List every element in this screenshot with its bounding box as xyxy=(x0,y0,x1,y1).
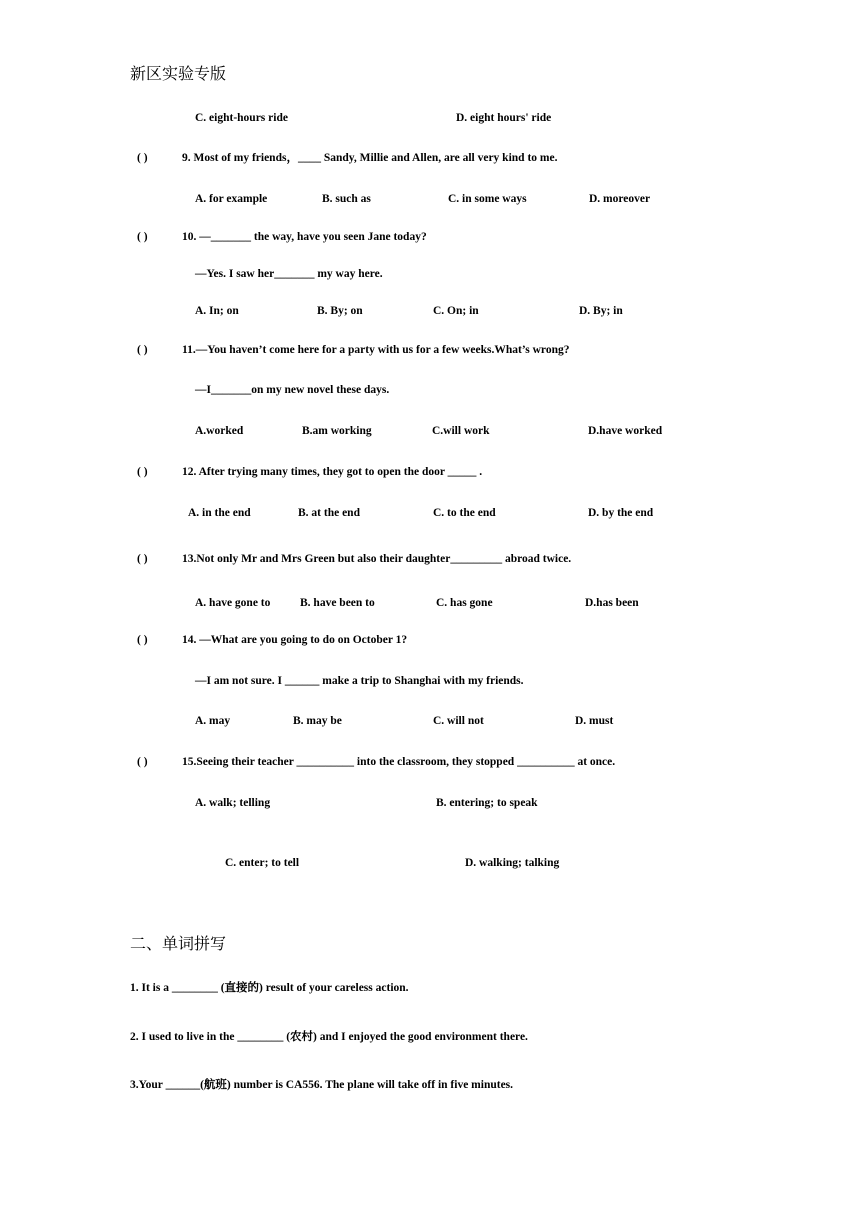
q11-stem: 11.—You haven’t come here for a party with us for a few weeks.What’s wrong? xyxy=(182,344,570,356)
q15-option-c: C. enter; to tell xyxy=(225,857,300,869)
q14-option-b: B. may be xyxy=(293,715,342,727)
q13-option-a: A. have gone to xyxy=(195,597,271,609)
q15-option-b: B. entering; to speak xyxy=(436,797,538,809)
q9-answer-bracket: ( ) xyxy=(137,152,148,164)
q10-option-a: A. In; on xyxy=(195,305,239,317)
q11-option-c: C.will work xyxy=(432,425,490,437)
q14-answer-bracket: ( ) xyxy=(137,634,148,646)
q8-option-c: C. eight-hours ride xyxy=(195,112,288,124)
q12-stem: 12. After trying many times, they got to open the door _____ . xyxy=(182,466,483,478)
q14-option-a: A. may xyxy=(195,715,231,727)
q11-option-a: A.worked xyxy=(195,425,244,437)
q15-option-d: D. walking; talking xyxy=(465,857,560,869)
q9-option-c: C. in some ways xyxy=(448,193,527,205)
q10-option-d: D. By; in xyxy=(579,305,623,317)
spelling-item-3: 3.Your ______(航班) number is CA556. The plane will take off in five minutes. xyxy=(130,1079,514,1091)
q14-stem: 14. —What are you going to do on October 1? xyxy=(182,634,408,646)
spelling-item-2: 2. I used to live in the ________ (农村) and I enjoyed the good environment there. xyxy=(130,1031,528,1043)
q11-option-b: B.am working xyxy=(302,425,372,437)
q12-option-d: D. by the end xyxy=(588,507,654,519)
q14-option-c: C. will not xyxy=(433,715,484,727)
q15-stem: 15.Seeing their teacher __________ into the classroom, they stopped __________ at once. xyxy=(182,756,616,768)
q13-answer-bracket: ( ) xyxy=(137,553,148,565)
q15-option-a: A. walk; telling xyxy=(195,797,271,809)
page-header: 新区实验专版 xyxy=(130,64,227,83)
q12-answer-bracket: ( ) xyxy=(137,466,148,478)
q10-option-b: B. By; on xyxy=(317,305,363,317)
q12-option-c: C. to the end xyxy=(433,507,496,519)
q9-option-b: B. such as xyxy=(322,193,371,205)
q13-option-c: C. has gone xyxy=(436,597,493,609)
q10-answer-bracket: ( ) xyxy=(137,231,148,243)
q10-reply: —Yes. I saw her_______ my way here. xyxy=(195,268,383,280)
q13-option-d: D.has been xyxy=(585,597,639,609)
q8-option-d: D. eight hours' ride xyxy=(456,112,552,124)
q10-stem: 10. —_______ the way, have you seen Jane today? xyxy=(182,231,427,243)
q13-stem: 13.Not only Mr and Mrs Green but also their daughter_________ abroad twice. xyxy=(182,553,572,565)
q9-option-a: A. for example xyxy=(195,193,268,205)
spelling-item-1: 1. It is a ________ (直接的) result of your careless action. xyxy=(130,982,409,994)
q14-option-d: D. must xyxy=(575,715,614,727)
q14-reply: —I am not sure. I ______ make a trip to Shanghai with my friends. xyxy=(195,675,524,687)
q11-reply: —I_______on my new novel these days. xyxy=(195,384,390,396)
q12-option-b: B. at the end xyxy=(298,507,360,519)
q15-answer-bracket: ( ) xyxy=(137,756,148,768)
q11-answer-bracket: ( ) xyxy=(137,344,148,356)
section-2-title: 二、单词拼写 xyxy=(130,934,227,953)
q9-option-d: D. moreover xyxy=(589,193,651,205)
q11-option-d: D.have worked xyxy=(588,425,663,437)
q9-stem: 9. Most of my friends，____ Sandy, Millie and Allen, are all very kind to me. xyxy=(182,152,558,164)
q12-option-a: A. in the end xyxy=(188,507,251,519)
q13-option-b: B. have been to xyxy=(300,597,375,609)
q10-option-c: C. On; in xyxy=(433,305,479,317)
